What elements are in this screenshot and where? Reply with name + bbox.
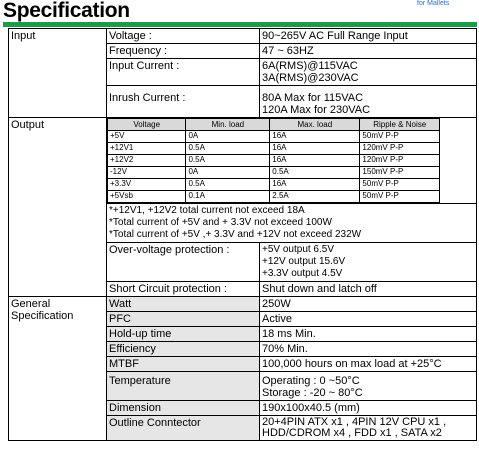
table-row — [108, 131, 440, 143]
cell-min-load: 0A — [186, 131, 270, 143]
output-note: *Total current of +5V ,+ 3.3V and +12V not exceed 232W — [109, 229, 362, 240]
cell-max-load: 16A — [270, 155, 360, 167]
cell-ripple: 120mV P-P — [360, 143, 440, 155]
output-note: *+12V1, +12V2 total current not exceed 18A — [109, 205, 305, 216]
general-label-mtbf: MTBF — [107, 357, 260, 372]
cell-ripple: 150mV P-P — [360, 167, 440, 179]
input-label-voltage: Voltage : — [107, 29, 260, 44]
cell-voltage: +5V — [108, 131, 186, 143]
general-value-mtbf: 100,000 hours on max load at +25°C — [260, 357, 477, 372]
output-load-table-cell — [107, 118, 477, 204]
section-input: Input — [9, 29, 107, 118]
cell-max-load: 16A — [270, 179, 360, 191]
general-label-holdup: Hold-up time — [107, 327, 260, 342]
ovp-label: Over-voltage protection : — [107, 243, 260, 282]
cell-ripple: 50mV P-P — [360, 131, 440, 143]
cell-min-load: 0.5A — [186, 143, 270, 155]
col-header-voltage: Voltage — [108, 119, 186, 131]
input-value-current — [260, 59, 477, 86]
ovp-values — [260, 243, 477, 282]
connector-line: 20+4PIN ATX x1 , 4PIN 12V CPU x1 , — [262, 416, 447, 428]
general-label-watt: Watt — [107, 297, 260, 312]
general-value-efficiency: 70% Min. — [260, 342, 477, 357]
cell-voltage: +12V1 — [108, 143, 186, 155]
cell-min-load: 0A — [186, 167, 270, 179]
table-row — [108, 143, 440, 155]
scp-label: Short Circuit protection : — [107, 282, 260, 297]
temperature-line: Storage : -20 ~ 80°C — [262, 387, 363, 399]
cell-max-load: 16A — [270, 131, 360, 143]
ovp-line: +3.3V output 4.5V — [262, 268, 343, 279]
input-current-line: 3A(RMS)@230VAC — [262, 72, 359, 84]
spec-table — [8, 28, 477, 441]
general-value-holdup: 18 ms Min. — [260, 327, 477, 342]
general-value-temperature — [260, 372, 477, 401]
scp-value: Shut down and latch off — [260, 282, 477, 297]
cell-voltage: +12V2 — [108, 155, 186, 167]
input-current-line: 6A(RMS)@115VAC — [262, 60, 358, 72]
col-header-ripple: Ripple & Noise — [360, 119, 440, 131]
input-value-inrush — [260, 86, 477, 118]
general-label-pfc: PFC — [107, 312, 260, 327]
input-label-frequency: Frequency : — [107, 44, 260, 59]
cell-max-load: 0.5A — [270, 167, 360, 179]
cell-voltage: +3.3V — [108, 179, 186, 191]
output-note: *Total current of +5V and + 3.3V not exceed 100W — [109, 217, 332, 228]
general-value-connector — [260, 416, 477, 441]
col-header-max-load: Max. load — [270, 119, 360, 131]
table-row — [108, 167, 440, 179]
general-label-connector: Outline Conntector — [107, 416, 260, 441]
ovp-line: +12V output 15.6V — [262, 256, 346, 267]
general-value-watt: 250W — [260, 297, 477, 312]
section-general — [9, 297, 107, 441]
input-value-voltage: 90~265V AC Full Range Input — [260, 29, 477, 44]
output-table-header — [108, 119, 440, 131]
inrush-line: 120A Max for 230VAC — [262, 104, 371, 116]
general-value-pfc: Active — [260, 312, 477, 327]
cell-min-load: 0.5A — [186, 155, 270, 167]
connector-line: HDD/CDROM x4 , FDD x1 , SATA x2 — [262, 427, 442, 439]
cell-max-load: 16A — [270, 143, 360, 155]
col-header-min-load: Min. load — [186, 119, 270, 131]
general-label-efficiency: Efficiency — [107, 342, 260, 357]
section-general-line: Specification — [11, 310, 74, 322]
section-output: Output — [9, 118, 107, 297]
general-value-dimension: 190x100x40.5 (mm) — [260, 401, 477, 416]
cell-min-load: 0.5A — [186, 179, 270, 191]
cell-voltage: +5Vsb — [108, 191, 186, 203]
output-load-table — [107, 118, 440, 203]
cell-ripple: 50mV P-P — [360, 191, 440, 203]
cell-voltage: -12V — [108, 167, 186, 179]
title-underline-bar — [3, 22, 477, 27]
general-label-temperature: Temperature — [107, 372, 260, 401]
temperature-line: Operating : 0 ~50°C — [262, 375, 360, 387]
output-notes — [107, 204, 477, 243]
cell-min-load: 0.1A — [186, 191, 270, 203]
cell-max-load: 2.5A — [270, 191, 360, 203]
ovp-line: +5V output 6.5V — [262, 244, 335, 255]
watermark-text: for Mallets — [417, 0, 450, 7]
input-label-current: Input Current : — [107, 59, 260, 86]
table-row — [108, 155, 440, 167]
page-title: Specification — [3, 0, 130, 22]
input-value-frequency: 47 ~ 63HZ — [260, 44, 477, 59]
section-general-line: General — [11, 298, 51, 310]
input-label-inrush: Inrush Current : — [107, 86, 260, 118]
table-row — [108, 179, 440, 191]
general-label-dimension: Dimension — [107, 401, 260, 416]
table-row — [108, 191, 440, 203]
inrush-line: 80A Max for 115VAC — [262, 92, 364, 104]
cell-ripple: 50mV P-P — [360, 179, 440, 191]
cell-ripple: 120mV P-P — [360, 155, 440, 167]
